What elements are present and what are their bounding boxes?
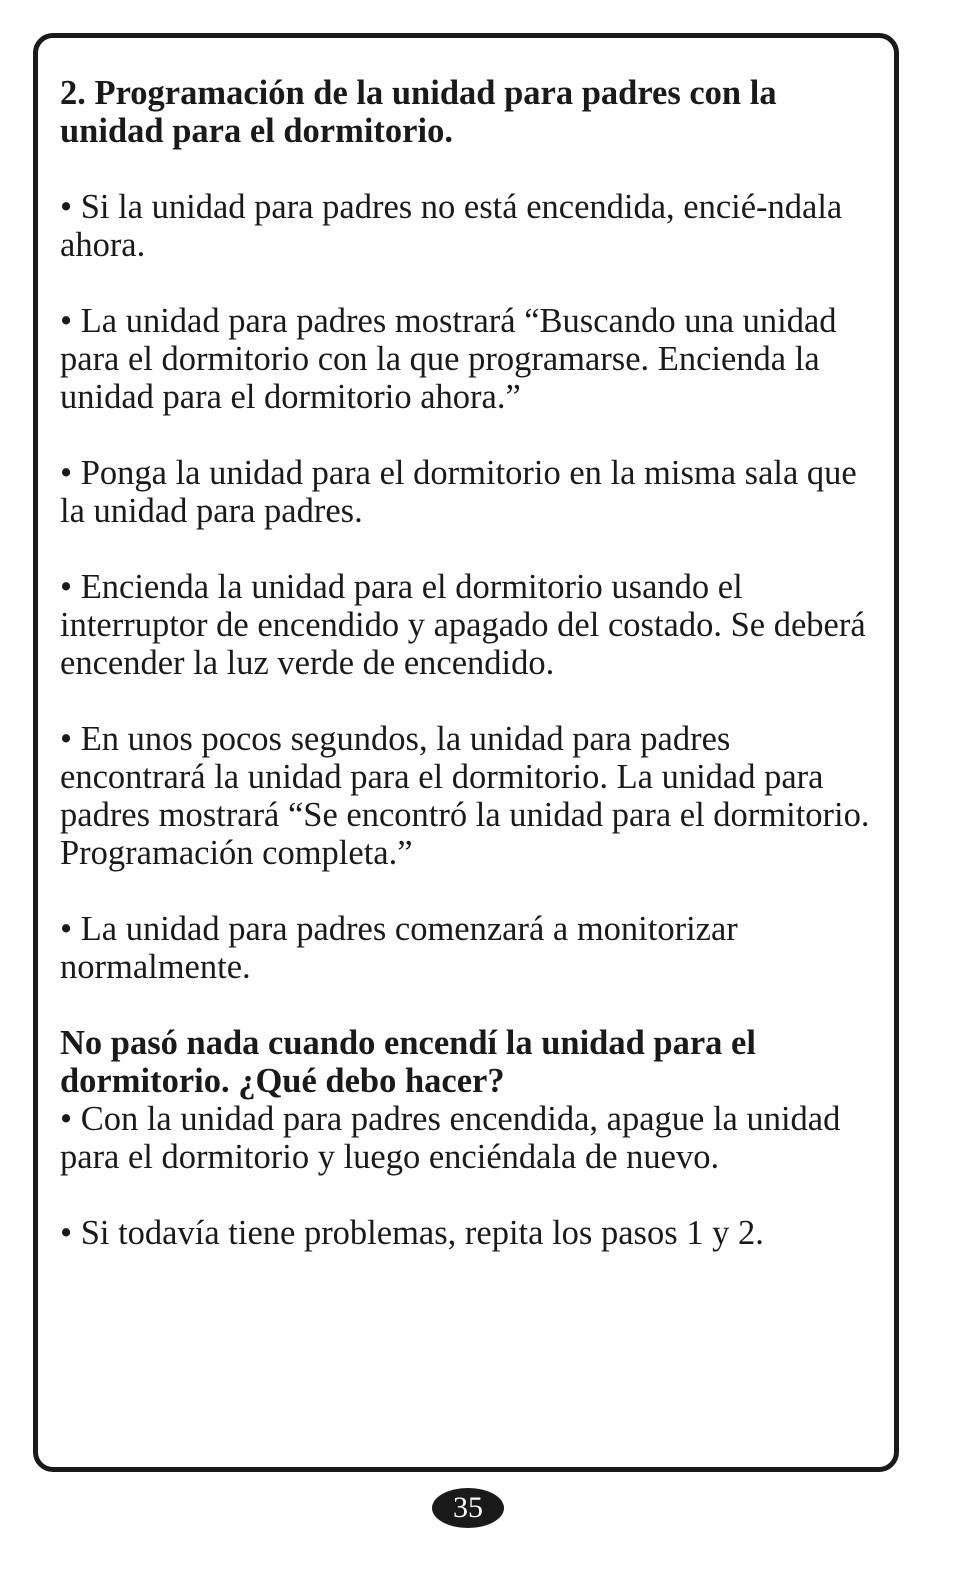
page-content xyxy=(60,74,880,1252)
bullet-monitoring: • La unidad para padres comenzará a monitorizar normalmente. xyxy=(60,910,738,986)
troubleshooting-heading: No pasó nada cuando encendí la unidad para el dormitorio. ¿Qué debo hacer? xyxy=(60,1024,756,1100)
bullet-power-on-nursery: • Encienda la unidad para el dormitorio usando el interruptor de encendido y apagado del costado. Se deberá encender la luz verde de encendido. xyxy=(60,568,866,682)
bullet-found-message: • En unos pocos segundos, la unidad para padres encontrará la unidad para el dormitorio. La unidad para padres mostrará “Se encontró la unidad para el dormitorio. Programación completa.” xyxy=(60,720,870,872)
bullet-searching-message: • La unidad para padres mostrará “Buscando una unidad para el dormitorio con la que programarse. Encienda la unidad para el dormitorio ahora.” xyxy=(60,302,837,416)
page-number-badge: 35 xyxy=(432,1488,504,1528)
section-heading: 2. Programación de la unidad para padres con la unidad para el dormitorio. xyxy=(60,74,777,150)
bullet-power-on-parent: • Si la unidad para padres no está encendida, encié-ndala ahora. xyxy=(60,188,843,264)
bullet-same-room: • Ponga la unidad para el dormitorio en la misma sala que la unidad para padres. xyxy=(60,454,857,530)
bullet-repeat-steps: • Si todavía tiene problemas, repita los pasos 1 y 2. xyxy=(60,1214,764,1252)
bullet-restart-nursery: • Con la unidad para padres encendida, apague la unidad para el dormitorio y luego enciéndala de nuevo. xyxy=(60,1100,841,1176)
